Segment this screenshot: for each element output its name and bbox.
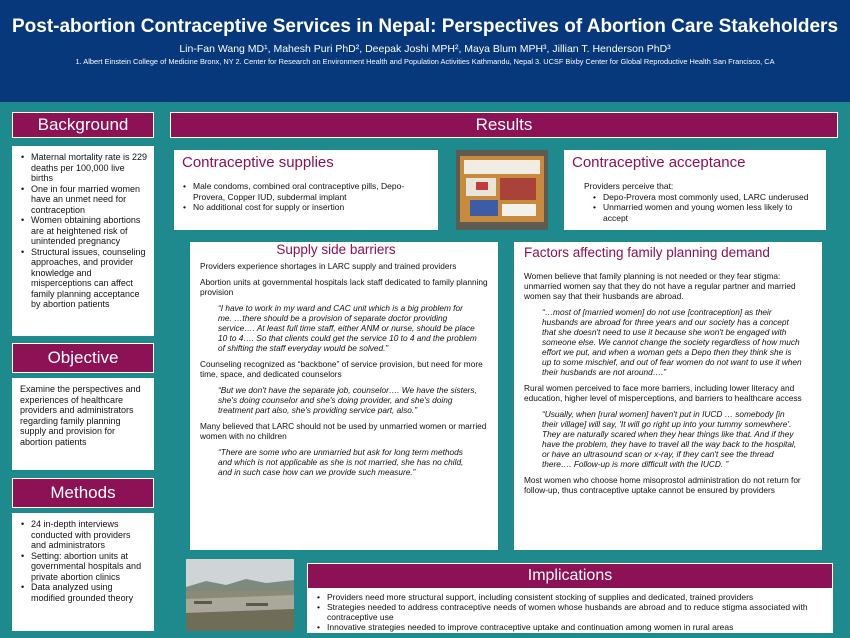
landscape-photo-graphic <box>186 559 294 631</box>
results-heading-text: Results <box>475 115 533 134</box>
list-item: • Maternal mortality rate is 229 deaths per 100,000 live births <box>20 152 148 184</box>
list-item: • Male condoms, combined oral contraceptive pills, Depo-Provera, Copper IUD, subdermal implant <box>182 181 430 202</box>
factors-paragraph: Rural women perceived to face more barriers, including lower literacy and education, higher level of misperceptions, and barriers to healthcare access <box>524 383 802 403</box>
barriers-heading: Supply side barriers <box>276 242 396 257</box>
poster-title: Post-abortion Contraceptive Services in Nepal: Perspectives of Abortion Care Stakeholders <box>11 16 839 37</box>
barriers-quote: “There are some who are unmarried but ask for long term methods and which is not applicable as she is not married, she has no child, and in such case how can we provide such measure.” <box>218 447 464 477</box>
barriers-quote: “I have to work in my ward and CAC unit which is a big problem for me. …there should be a provision of separate doctor providing service…. At least full time staff, either ANM or nurse, should be place 10 to 4…. So that clients could get the service 10 to 4 and the problem of shifting the staff everyday would be solved.” <box>218 303 477 353</box>
supplies-panel <box>174 150 438 230</box>
list-item: • Innovative strategies needed to improve contraceptive uptake and continuation among women in rural areas <box>316 622 824 632</box>
list-item: • Setting: abortion units at governmental hospitals and private abortion clinics <box>20 551 148 583</box>
list-item: • Providers need more structural support, including consistent stocking of supplies and dedicated, trained providers <box>316 592 824 602</box>
list-item: • Unmarried women and young women less likely to accept <box>592 202 818 223</box>
implications-heading <box>308 564 832 588</box>
barriers-paragraph: Counseling recognized as “backbone” of service provision, but need for more time, space, and dedicated counselors <box>200 359 483 379</box>
contraceptive-supplies-photo <box>456 150 548 230</box>
factors-quote: “…most of [married women] do not use [contraception] as their husbands are abroad for three years and our society has a concept that she doesn't need to use it because she won't be engaged with someone else. We cannot change the society regardless of how much effort we put, and when a woman gets a Depo then they think she is up to some mischief, and out of fear women do not want to use it when their husbands are not around….” <box>542 307 802 377</box>
objective-heading-text: Objective <box>47 348 119 367</box>
acceptance-heading: Contraceptive acceptance <box>572 154 746 171</box>
background-list <box>20 152 148 310</box>
methods-heading <box>12 478 154 508</box>
barriers-paragraph: Abortion units at governmental hospitals lack staff dedicated to family planning provision <box>200 277 488 297</box>
list-item: • Depo-Provera most commonly used, LARC underused <box>592 192 818 203</box>
results-heading <box>170 112 838 138</box>
landscape-photo <box>186 559 294 631</box>
factors-heading: Factors affecting family planning demand <box>524 245 770 260</box>
acceptance-intro: Providers perceive that: <box>584 181 674 191</box>
acceptance-panel <box>564 150 826 230</box>
barriers-paragraph: Providers experience shortages in LARC supply and trained providers <box>200 261 457 271</box>
list-item: • Structural issues, counseling approaches, and provider knowledge and misperceptions can affect family planning acceptance by abortion patients <box>20 247 148 310</box>
list-item: • One in four married women have an unmet need for contraception <box>20 184 148 216</box>
affiliations: 1. Albert Einstein College of Medicine Bronx, NY 2. Center for Research on Environment Health and Population Activities Kathmandu, Nepal 3. UCSF Bixby Center for Global Reproductive Health San Francisco, CA <box>75 57 775 66</box>
background-heading <box>12 112 154 138</box>
background-heading-text: Background <box>37 115 129 134</box>
list-item: • Data analyzed using modified grounded theory <box>20 582 148 603</box>
author-list: Lin-Fan Wang MD¹, Mahesh Puri PhD², Deepak Joshi MPH², Maya Blum MPH³, Jillian T. Henderson PhD³ <box>179 43 671 55</box>
implications-list <box>308 588 832 632</box>
supplies-list <box>182 181 430 213</box>
list-item: • 24 in-depth interviews conducted with providers and administrators <box>20 519 148 551</box>
background-panel <box>12 146 154 336</box>
list-item: • Women obtaining abortions are at heightened risk of unintended pregnancy <box>20 215 148 247</box>
methods-panel <box>12 513 154 631</box>
objective-heading <box>12 343 154 373</box>
poster-header <box>0 0 850 102</box>
methods-heading-text: Methods <box>50 483 116 502</box>
supplies-photo-graphic <box>456 150 548 230</box>
implications-panel <box>307 563 833 633</box>
factors-paragraph: Women believe that family planning is not needed or they fear stigma: unmarried women say that they do not have a regular partner and married women say that their husbands are abroad. <box>524 271 796 301</box>
barriers-paragraph: Many believed that LARC should not be used by unmarried women or married women with no children <box>200 421 487 441</box>
implications-heading-text: Implications <box>527 567 613 584</box>
factors-paragraph: Most women who choose home misoprostol administration do not return for follow-up, thus contraceptive uptake cannot be ensured by providers <box>524 475 801 495</box>
barriers-panel <box>190 242 498 550</box>
methods-list <box>20 519 148 603</box>
factors-panel <box>514 242 822 550</box>
objective-panel <box>12 378 154 470</box>
list-item: • No additional cost for supply or insertion <box>182 202 430 213</box>
factors-quote: “Usually, when [rural women] haven't put in IUCD … somebody [in their village] will say, 'It will go right up into your tummy somewhere'. They are naturally scared when they hear things like that. And if they have the problem, they have to travel all the way back to the hospital, or have an ultrasound scan or x-ray, if they can't see the thread there…. Follow-up is more difficult with the IUCD. ” <box>542 409 797 469</box>
supplies-heading: Contraceptive supplies <box>182 154 334 171</box>
list-item: • Strategies needed to address contraceptive needs of women whose husbands are abroad and to reduce stigma associated with contraceptive use <box>316 602 824 622</box>
objective-text: Examine the perspectives and experiences of healthcare providers and administrators regarding family planning supply and provision for abortion patients <box>20 384 141 447</box>
barriers-quote: “But we don't have the separate job, counselor…. We have the sisters, she's doing counselor and she's doing provider, and she's doing treatment part also, she's providing service part, also.” <box>218 385 477 415</box>
acceptance-list <box>572 192 818 224</box>
